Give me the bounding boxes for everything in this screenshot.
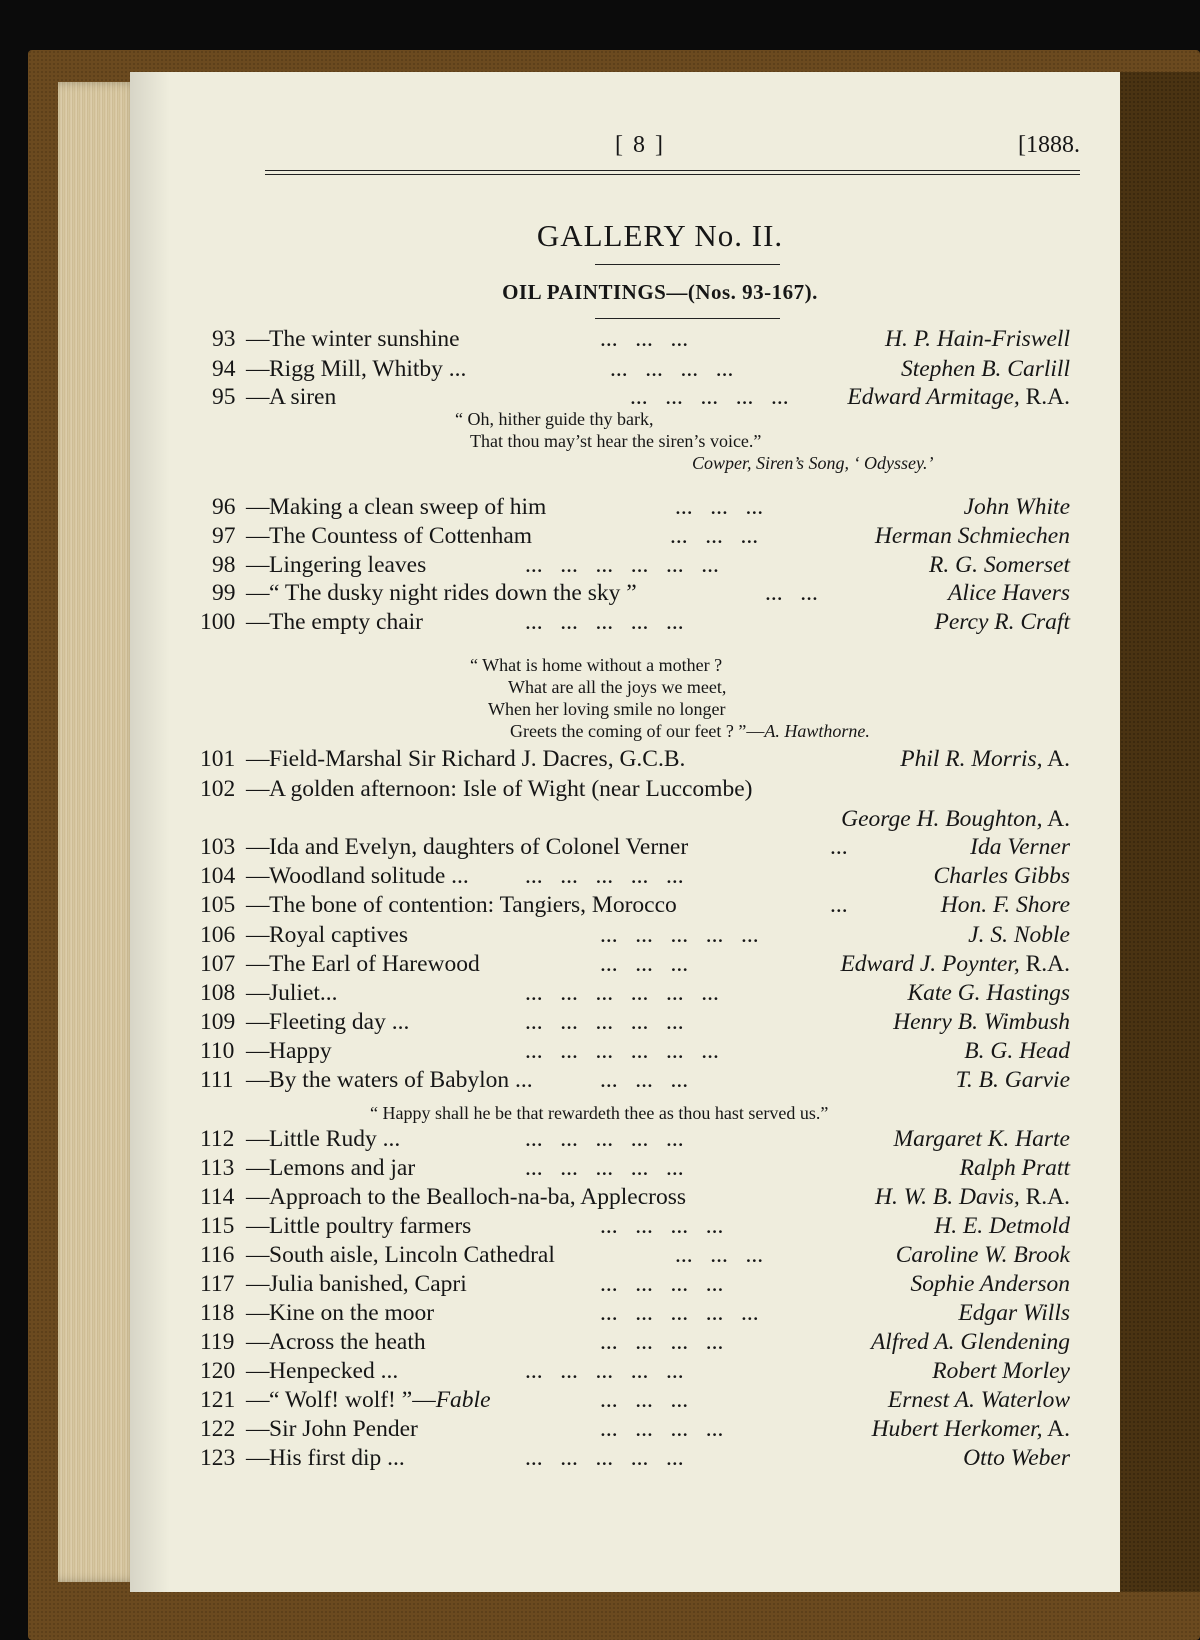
entry-row xyxy=(130,1007,1120,1037)
entry-dash: — xyxy=(246,580,270,606)
entry-artist xyxy=(893,1007,1070,1037)
entry-row xyxy=(130,774,1120,804)
entry-row xyxy=(130,949,1120,979)
entry-row xyxy=(130,890,1120,920)
entry-artist-name: Edward J. Poynter, xyxy=(840,951,1020,977)
entry-title-text: The empty chair xyxy=(269,609,423,635)
entry-number: 104 xyxy=(200,863,236,889)
entry-title-text: Henpecked ... xyxy=(269,1358,399,1384)
leader-dots: ... ... ... xyxy=(600,951,689,977)
entry-artist-suffix: R.A. xyxy=(1019,384,1070,410)
entry-title xyxy=(269,550,426,580)
entry-title-text: A golden afternoon: Isle of Wight (near Luccombe) xyxy=(269,776,753,802)
entry-102-artist: George H. Boughton, xyxy=(841,806,1043,832)
entry-row xyxy=(130,744,1120,774)
entry-artist xyxy=(872,1414,1070,1444)
entry-title xyxy=(269,861,469,891)
entry-title xyxy=(269,890,677,920)
entry-title xyxy=(269,1007,409,1037)
entry-artist xyxy=(964,492,1070,522)
entry-title-text: Making a clean sweep of him xyxy=(269,494,547,520)
entry-row xyxy=(130,1065,1120,1095)
entry-title xyxy=(269,1327,426,1357)
entry-number: 102 xyxy=(200,776,236,802)
leader-dots: ... ... ... ... xyxy=(600,1416,724,1442)
entry-artist xyxy=(901,354,1070,384)
quote-100-line3: When her loving smile no longer xyxy=(488,699,726,719)
entry-artist-name: H. E. Detmold xyxy=(934,1213,1070,1239)
entry-title xyxy=(269,492,546,522)
leader-dots: ... ... ... ... xyxy=(600,1329,724,1355)
entry-artist xyxy=(934,1211,1070,1241)
page-number: [ 8 ] xyxy=(615,132,665,158)
entry-row xyxy=(130,1269,1120,1299)
leader-dots: ... ... ... xyxy=(600,326,689,352)
entry-title xyxy=(269,920,408,950)
entry-artist-name: Edgar Wills xyxy=(958,1300,1070,1326)
entry-artist-name: Charles Gibbs xyxy=(933,863,1070,889)
entry-title xyxy=(269,744,685,774)
entry-dash: — xyxy=(246,326,270,352)
entry-title xyxy=(269,1036,332,1066)
entry-title-text: Sir John Pender xyxy=(269,1416,418,1442)
entry-dash: — xyxy=(246,1155,270,1181)
gallery-title: GALLERY No. II. xyxy=(536,218,784,253)
quote-100-line2: What are all the joys we meet, xyxy=(508,677,727,697)
entry-number: 105 xyxy=(200,892,236,918)
entry-title-text: Approach to the Bealloch-na-ba, Applecross xyxy=(269,1184,686,1210)
entry-row xyxy=(130,1414,1120,1444)
entry-number: 108 xyxy=(200,980,236,1006)
entry-artist xyxy=(871,1327,1070,1357)
entry-artist-name: Robert Morley xyxy=(932,1358,1070,1384)
entry-row xyxy=(130,1385,1120,1415)
entry-artist-name: John White xyxy=(963,494,1070,520)
entry-artist xyxy=(934,607,1070,637)
header-rule xyxy=(265,170,1080,171)
entry-title xyxy=(269,607,423,637)
entry-number: 100 xyxy=(200,609,236,635)
entry-number: 113 xyxy=(200,1155,235,1181)
entry-dash: — xyxy=(246,1009,270,1035)
leader-dots: ... ... ... ... xyxy=(600,1213,724,1239)
entry-title-text: Happy xyxy=(269,1038,332,1064)
entry-dash: — xyxy=(246,1067,270,1093)
entry-artist-name: Caroline W. Brook xyxy=(895,1242,1070,1268)
leader-dots: ... ... ... ... ... xyxy=(630,384,789,410)
entry-artist-name: Ralph Pratt xyxy=(959,1155,1070,1181)
page-header xyxy=(130,132,1120,172)
leader-dots: ... ... ... ... ... xyxy=(525,1126,684,1152)
entry-artist xyxy=(941,890,1070,920)
entry-artist xyxy=(911,1269,1071,1299)
entry-artist-suffix: R.A. xyxy=(1019,951,1070,977)
entry-title xyxy=(269,521,532,551)
entry-artist-name: Alice Havers xyxy=(947,580,1070,606)
entry-artist-name: Margaret K. Harte xyxy=(893,1126,1070,1152)
leader-dots: ... ... ... ... xyxy=(610,356,734,382)
entry-artist-name: Herman Schmiechen xyxy=(874,523,1070,549)
entry-dash: — xyxy=(246,384,270,410)
entry-number: 112 xyxy=(200,1126,235,1152)
entry-artist xyxy=(948,578,1070,608)
entry-row xyxy=(130,861,1120,891)
entry-title xyxy=(269,1385,491,1415)
entry-row xyxy=(130,354,1120,384)
leader-dots: ... ... ... ... ... xyxy=(525,1155,684,1181)
entry-row xyxy=(130,492,1120,522)
entry-artist-name: Henry B. Wimbush xyxy=(893,1009,1070,1035)
entry-title xyxy=(269,774,752,804)
leader-dots: ... ... ... ... xyxy=(600,1271,724,1297)
entry-row xyxy=(130,324,1120,354)
entry-artist xyxy=(900,744,1070,774)
entry-artist-name: Edward Armitage, xyxy=(847,384,1020,410)
entry-dash: — xyxy=(246,980,270,1006)
entry-title-text: By the waters of Babylon ... xyxy=(269,1067,533,1093)
header-rule-2 xyxy=(265,174,1080,175)
entry-dash: — xyxy=(246,1038,270,1064)
entry-artist xyxy=(963,1443,1070,1473)
leader-dots: ... ... xyxy=(765,580,818,606)
entry-dash: — xyxy=(246,1300,270,1326)
entry-title xyxy=(269,832,688,862)
entry-artist xyxy=(896,1240,1070,1270)
quote-95-line2: That thou may’st hear the siren’s voice.” xyxy=(470,431,762,451)
entry-artist xyxy=(960,1153,1070,1183)
entry-title xyxy=(269,324,460,354)
entry-title-text: Julia banished, Capri xyxy=(269,1271,467,1297)
entry-title-text: Juliet... xyxy=(269,980,338,1006)
entry-number: 119 xyxy=(200,1329,235,1355)
entry-artist-name: B. G. Head xyxy=(964,1038,1070,1064)
entry-row xyxy=(130,607,1120,637)
entry-artist xyxy=(885,324,1070,354)
leader-dots: ... ... ... ... ... xyxy=(600,922,759,948)
entry-row xyxy=(130,1327,1120,1357)
title-rule xyxy=(595,264,780,265)
entry-title-text: Lingering leaves xyxy=(269,552,427,578)
quote-95-source: Cowper, Siren’s Song, ‘ Odyssey.’ xyxy=(692,453,934,473)
entry-title-text: His first dip ... xyxy=(269,1445,405,1471)
entry-artist-name: Hubert Herkomer, xyxy=(871,1416,1043,1442)
entry-title xyxy=(269,1153,415,1183)
entry-title-text: Ida and Evelyn, daughters of Colonel Verner xyxy=(269,834,689,860)
entry-artist-name: Otto Weber xyxy=(963,1445,1070,1471)
entry-row xyxy=(130,1036,1120,1066)
leader-dots: ... ... ... ... ... xyxy=(525,609,684,635)
entry-artist xyxy=(875,521,1070,551)
entry-number: 96 xyxy=(212,494,236,520)
entry-dash: — xyxy=(246,1184,270,1210)
entry-number: 118 xyxy=(200,1300,235,1326)
page-edges xyxy=(58,82,140,1582)
entry-number: 103 xyxy=(200,834,236,860)
entry-artist-name: Hon. F. Shore xyxy=(940,892,1070,918)
entry-title xyxy=(269,1211,471,1241)
entry-dash: — xyxy=(246,1387,270,1413)
entry-number: 93 xyxy=(212,326,236,352)
entry-row xyxy=(130,1356,1120,1386)
leader-dots: ... ... ... ... ... xyxy=(525,863,684,889)
entry-title-text: Woodland solitude ... xyxy=(269,863,469,889)
entry-dash: — xyxy=(246,523,270,549)
entry-number: 121 xyxy=(200,1387,236,1413)
entry-title-text: The Countess of Cottenham xyxy=(269,523,533,549)
entry-row xyxy=(130,1298,1120,1328)
entry-artist-name: Percy R. Craft xyxy=(934,609,1070,635)
leader-dots: ... ... ... ... ... xyxy=(525,1358,684,1384)
entry-row xyxy=(130,1211,1120,1241)
entry-number: 101 xyxy=(200,746,236,772)
entry-title-text: “ The dusky night rides down the sky ” xyxy=(269,580,637,606)
leader-dots: ... ... ... ... ... ... xyxy=(525,1038,719,1064)
entry-number: 120 xyxy=(200,1358,236,1384)
entry-artist xyxy=(840,949,1070,979)
entry-title-text: The winter sunshine xyxy=(269,326,460,352)
entry-artist-name: Phil R. Morris, xyxy=(900,746,1043,772)
catalogue-page xyxy=(130,72,1120,1592)
entry-number: 122 xyxy=(200,1416,236,1442)
entry-row xyxy=(130,1182,1120,1212)
entry-row xyxy=(130,1240,1120,1270)
entry-dash: — xyxy=(246,1126,270,1152)
entry-artist-name: Alfred A. Glendening xyxy=(870,1329,1070,1355)
entry-dash: — xyxy=(246,1416,270,1442)
entry-title xyxy=(269,1298,434,1328)
quote-111: “ Happy shall he be that rewardeth thee as thou hast served us.” xyxy=(370,1103,829,1123)
entry-artist xyxy=(958,1298,1070,1328)
entry-number: 109 xyxy=(200,1009,236,1035)
entry-dash: — xyxy=(246,746,270,772)
entry-dash: — xyxy=(246,609,270,635)
leader-dots: ... ... ... xyxy=(675,1242,764,1268)
entry-number: 98 xyxy=(212,552,236,578)
entry-number: 94 xyxy=(212,356,236,382)
entry-artist xyxy=(968,920,1070,950)
entry-dash: — xyxy=(246,863,270,889)
subtitle-rule xyxy=(595,318,780,319)
entry-artist-suffix: A. xyxy=(1042,1416,1070,1442)
entry-number: 115 xyxy=(200,1213,235,1239)
entry-row xyxy=(130,920,1120,950)
entry-dash: — xyxy=(246,1358,270,1384)
entry-title-text: A siren xyxy=(269,384,337,410)
leader-dots: ... ... ... ... ... xyxy=(525,1445,684,1471)
entry-title xyxy=(269,1356,398,1386)
entry-dash: — xyxy=(246,892,270,918)
entry-row xyxy=(130,550,1120,580)
year-label: [1888. xyxy=(1018,132,1080,158)
entry-number: 117 xyxy=(200,1271,235,1297)
entry-dash: — xyxy=(246,834,270,860)
entry-title xyxy=(269,1443,405,1473)
entry-artist xyxy=(847,382,1070,412)
entry-number: 107 xyxy=(200,951,236,977)
entry-title-text: “ Wolf! wolf! ”— xyxy=(269,1387,436,1413)
leader-dots: ... ... ... xyxy=(600,1387,689,1413)
entry-artist xyxy=(907,978,1070,1008)
entry-artist xyxy=(875,1182,1070,1212)
entry-dash: — xyxy=(246,1445,270,1471)
entry-artist xyxy=(894,1124,1070,1154)
entry-artist xyxy=(932,1356,1070,1386)
entry-title-text: Across the heath xyxy=(269,1329,426,1355)
entry-title-text: Little poultry farmers xyxy=(269,1213,472,1239)
quote-100-line1: “ What is home without a mother ? xyxy=(470,655,723,675)
entry-title-text: Lemons and jar xyxy=(269,1155,416,1181)
entry-artist-name: H. P. Hain-Friswell xyxy=(885,326,1070,352)
entry-title-italic: Fable xyxy=(435,1387,491,1413)
leader-dots: ... ... ... xyxy=(675,494,764,520)
entry-artist-name: R. G. Somerset xyxy=(929,552,1070,578)
entry-dash: — xyxy=(246,776,270,802)
entry-dash: — xyxy=(246,356,270,382)
entry-title-text: South aisle, Lincoln Cathedral xyxy=(269,1242,555,1268)
entry-title-text: The bone of contention: Tangiers, Morocco xyxy=(269,892,677,918)
quote-100-line4: Greets the coming of our feet ? ”—A. Hawthorne. xyxy=(510,721,870,741)
leader-dots: ... ... ... ... ... xyxy=(600,1300,759,1326)
entry-title-text: The Earl of Harewood xyxy=(269,951,480,977)
entry-artist xyxy=(956,1065,1070,1095)
entry-artist xyxy=(964,1036,1070,1066)
entry-artist-name: T. B. Garvie xyxy=(955,1067,1070,1093)
entry-artist-name: Ernest A. Waterlow xyxy=(887,1387,1070,1413)
entry-title-text: Little Rudy ... xyxy=(269,1126,401,1152)
entry-row xyxy=(130,1124,1120,1154)
entry-artist xyxy=(934,861,1070,891)
entry-number: 97 xyxy=(212,523,236,549)
entry-artist-name: J. S. Noble xyxy=(968,922,1070,948)
entry-number: 95 xyxy=(212,384,236,410)
entry-number: 110 xyxy=(200,1038,235,1064)
entry-artist-suffix: R.A. xyxy=(1019,1184,1070,1210)
leader-dots: ... xyxy=(830,834,848,860)
entry-title xyxy=(269,1124,400,1154)
entry-row xyxy=(130,1153,1120,1183)
entry-number: 123 xyxy=(200,1445,236,1471)
entry-title-text: Royal captives xyxy=(269,922,409,948)
leader-dots: ... ... ... ... ... xyxy=(525,1009,684,1035)
entry-row xyxy=(130,1443,1120,1473)
entry-dash: — xyxy=(246,1242,270,1268)
entry-artist-name: Sophie Anderson xyxy=(910,1271,1070,1297)
entry-artist-suffix: A. xyxy=(1042,746,1070,772)
leader-dots: ... ... ... xyxy=(600,1067,689,1093)
entry-title xyxy=(269,949,480,979)
entry-title xyxy=(269,978,338,1008)
entry-number: 106 xyxy=(200,922,236,948)
entry-dash: — xyxy=(246,494,270,520)
entry-row xyxy=(130,578,1120,608)
leader-dots: ... ... ... ... ... ... xyxy=(525,552,719,578)
entry-102-suffix: A. xyxy=(1042,806,1070,832)
entry-row xyxy=(130,521,1120,551)
leader-dots: ... ... ... xyxy=(670,523,759,549)
section-subtitle: OIL PAINTINGS—(Nos. 93-167). xyxy=(502,280,818,304)
leader-dots: ... xyxy=(830,892,848,918)
entry-title-text: Field-Marshal Sir Richard J. Dacres, G.C.B. xyxy=(269,746,686,772)
leader-dots: ... ... ... ... ... ... xyxy=(525,980,719,1006)
entry-artist-name: H. W. B. Davis, xyxy=(875,1184,1020,1210)
entry-title-text: Fleeting day ... xyxy=(269,1009,410,1035)
entry-number: 111 xyxy=(200,1067,234,1093)
entry-number: 99 xyxy=(212,580,236,606)
entry-dash: — xyxy=(246,951,270,977)
entry-row xyxy=(130,832,1120,862)
entry-number: 116 xyxy=(200,1242,235,1268)
entry-title-text: Rigg Mill, Whitby ... xyxy=(269,356,467,382)
entry-artist-name: Ida Verner xyxy=(970,834,1070,860)
entry-title xyxy=(269,1065,533,1095)
entry-title xyxy=(269,578,637,608)
entry-artist xyxy=(888,1385,1070,1415)
entry-artist xyxy=(970,832,1070,862)
entry-dash: — xyxy=(246,552,270,578)
entry-title xyxy=(269,1240,555,1270)
quote-95-line1: “ Oh, hither guide thy bark, xyxy=(455,409,654,429)
entry-title-text: Kine on the moor xyxy=(269,1300,435,1326)
entry-title xyxy=(269,1269,467,1299)
entry-dash: — xyxy=(246,1213,270,1239)
entry-dash: — xyxy=(246,1329,270,1355)
entry-dash: — xyxy=(246,1271,270,1297)
entry-title xyxy=(269,382,336,412)
entry-dash: — xyxy=(246,922,270,948)
entry-number: 114 xyxy=(200,1184,235,1210)
entry-102-artist-line xyxy=(130,804,1120,834)
entry-artist xyxy=(929,550,1070,580)
entry-title xyxy=(269,1182,686,1212)
entry-title xyxy=(269,354,466,384)
entry-row xyxy=(130,978,1120,1008)
entry-artist-name: Stephen B. Carlill xyxy=(900,356,1070,382)
entry-title xyxy=(269,1414,418,1444)
entry-artist-name: Kate G. Hastings xyxy=(907,980,1070,1006)
